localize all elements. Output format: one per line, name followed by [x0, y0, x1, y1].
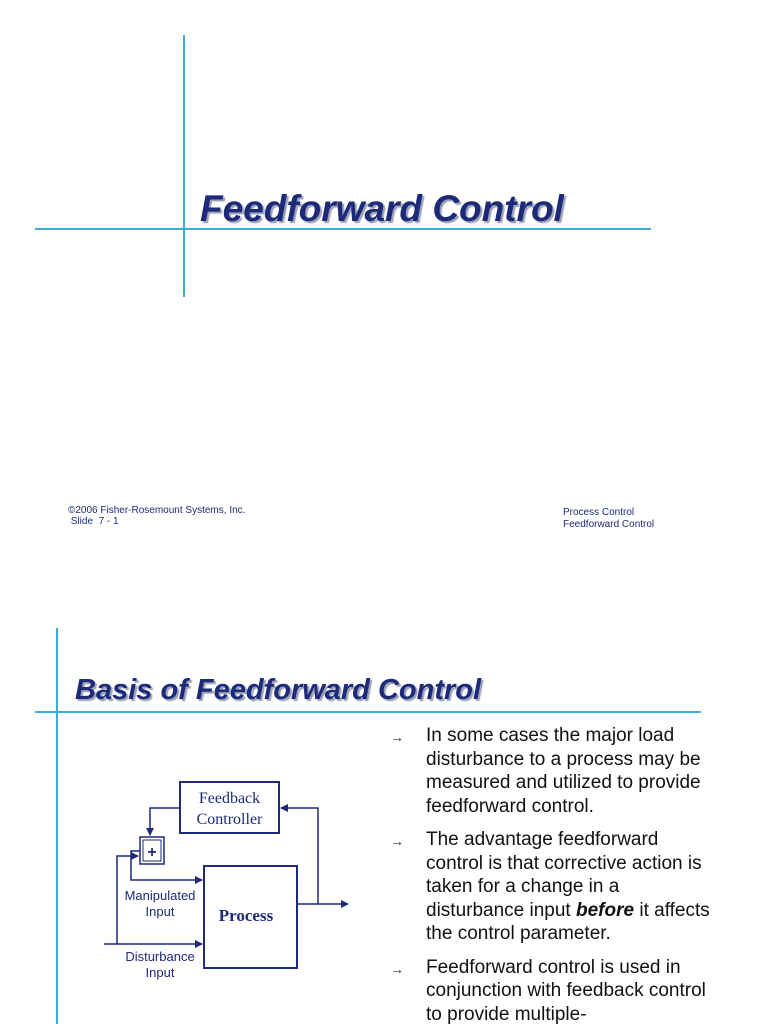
slide-title: Feedforward Control [200, 188, 564, 229]
bullet-text: Feedforward control is used in conjunction with feedback control to provide multiple- [426, 956, 706, 1024]
arrow-bullet-icon: → [390, 960, 404, 977]
feedback-controller-label-2: Controller [196, 811, 263, 828]
bullet-text: The advantage feedforward control is that corrective action is taken for a change in a disturbance input [426, 829, 702, 921]
manipulated-input-label-2: Input [145, 904, 175, 919]
summer-plus: + [147, 844, 157, 861]
feedback-controller-label-1: Feedback [198, 790, 261, 807]
bullet-text: In some cases the major load disturbance to a process may be measured and utilized to provide feedforward control. [426, 725, 701, 817]
copyright-text: ©2006 Fisher-Rosemount Systems, Inc. [68, 505, 246, 516]
course-name: Process Control [563, 507, 635, 518]
slide-number: Slide 7 - 1 [68, 516, 119, 527]
manipulated-input-label-1: Manipulated [124, 888, 196, 903]
bullet-text-continued: it affects the control parameter. [426, 899, 710, 944]
disturbance-input-label-2: Input [145, 965, 175, 980]
emphasis-text: before [576, 899, 635, 921]
section-name: Feedforward Control [563, 519, 655, 530]
arrow-bullet-icon: → [390, 833, 404, 849]
disturbance-input-label-1: Disturbance [125, 949, 195, 964]
arrow-bullet-icon: → [390, 729, 404, 745]
slide-title-2: Basis of Feedforward Control [75, 674, 482, 706]
process-label: Process [218, 906, 274, 925]
controller-output-line [150, 808, 180, 835]
